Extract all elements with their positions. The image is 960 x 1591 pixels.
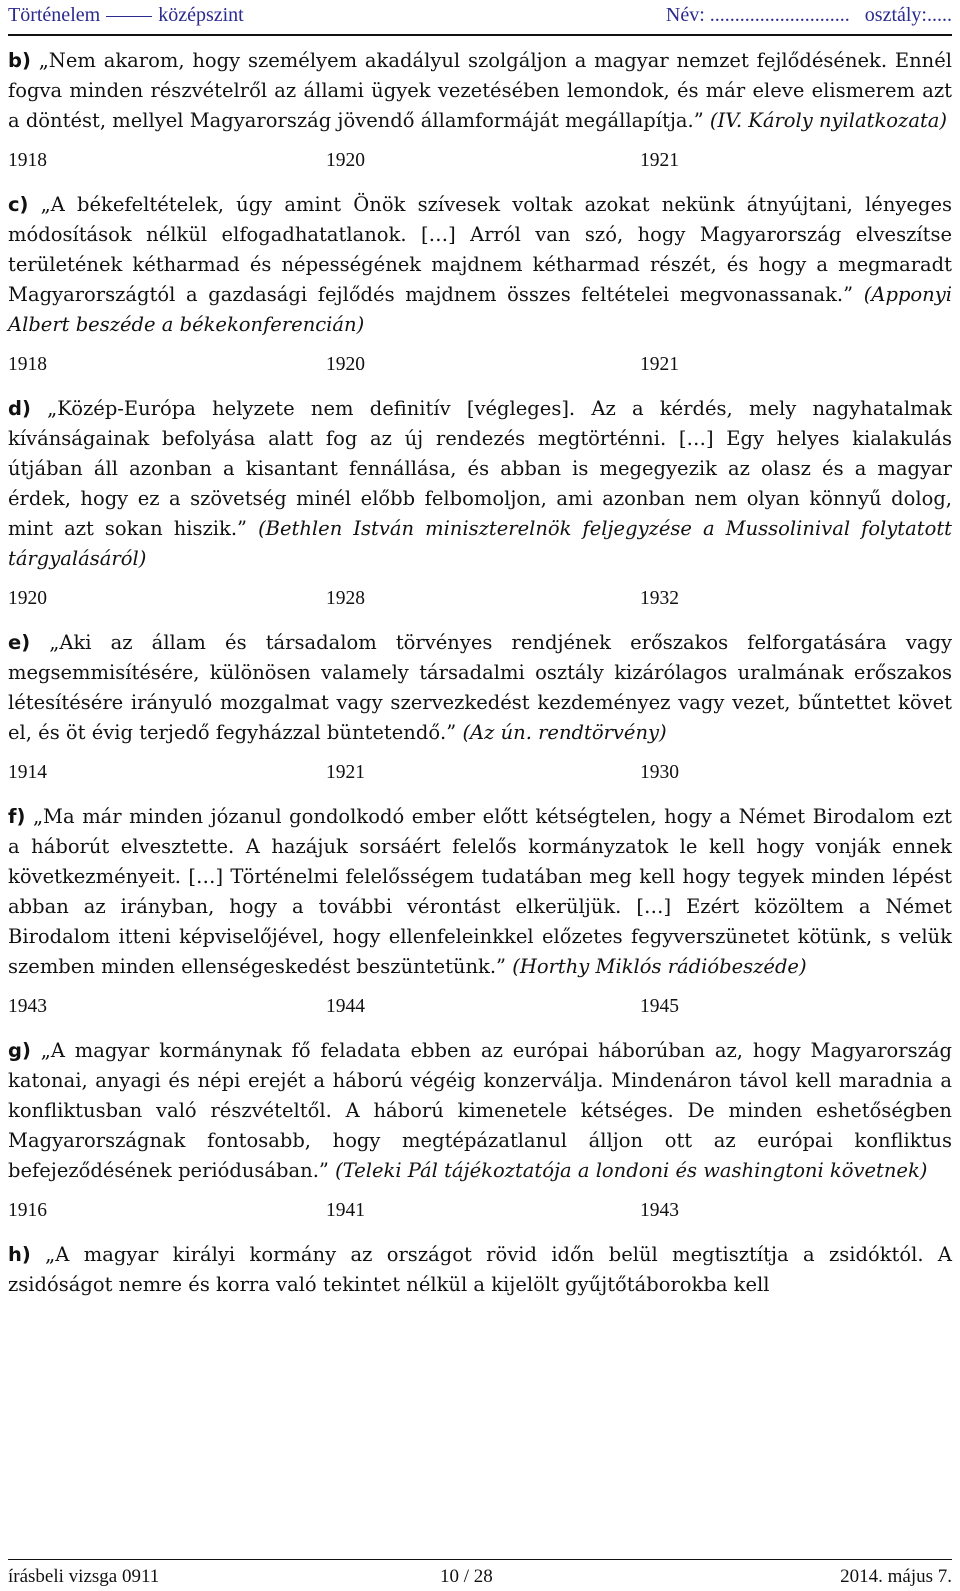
year-options: [8, 762, 952, 792]
header-fields: [666, 4, 952, 27]
year-option[interactable]: 1928: [326, 588, 365, 609]
year-option[interactable]: 1920: [326, 354, 365, 375]
question-label: c): [8, 193, 29, 216]
quote-source: (IV. Károly nyilatkozata): [709, 109, 948, 132]
year-option[interactable]: 1914: [8, 762, 47, 783]
quote-text: „Közép-Európa helyzete nem definitív [végleges]. Az a kérdés, mely nagyhatalmak kívánságainak befolyása alatt fog az új rendezés megtörténni. […] Egy helyes kialakulás útjában áll azonban a kisantant fennállása, és abban is megegyezik az olasz és a magyar érdek, hogy ez a szövetség minél előbb felbomoljon, ami azonban nem olyan könnyű dolog, mint azt sokan hiszik.”: [8, 397, 953, 540]
quote-text: „Ma már minden józanul gondolkodó ember előtt kétségtelen, hogy a Német Birodalom ezt a háborút elvesztette. A hazájuk sorsáért felelős kormányzatok le kell hogy vonják ennek következményeit. […] Történelmi felelősségem tudatában meg kell hogy tegyek minden lépést abban az irányban, hogy a további vérontást elkerüljük. […] Ezért közöltem a Német Birodalom itteni képviselőjével, hogy ellenfeleinkkel előzetes fegyverszünetet kötünk, s velük szemben minden ellenségeskedést beszüntetünk.”: [8, 805, 952, 978]
quote-source: (Apponyi Albert beszéde a békekonferencián): [8, 283, 952, 336]
year-option[interactable]: 1918: [8, 150, 47, 171]
quote-source: (Teleki Pál tájékoztatója a londoni és washingtoni követnek): [335, 1159, 928, 1182]
year-option[interactable]: 1918: [8, 354, 47, 375]
question-b: [8, 46, 952, 136]
question-label: g): [8, 1039, 31, 1062]
year-option[interactable]: 1921: [640, 354, 679, 375]
question-label: f): [8, 805, 26, 828]
year-options: [8, 150, 952, 180]
year-options: [8, 1200, 952, 1230]
footer-date: 2014. május 7.: [840, 1566, 952, 1587]
quote-text: „A magyar királyi kormány az országot rövid időn belül megtisztítja a zsidóktól. A zsidóságot nemre és korra való tekintet nélkül a kijelölt gyűjtőtáborokba kell: [8, 1243, 952, 1296]
question-e: [8, 628, 952, 748]
class-field: osztály:.....: [864, 4, 952, 26]
quote-text: „A békefeltételek, úgy amint Önök szívesek voltak azokat nekünk átnyújtani, lényeges módosítások nélkül elfogadhatatlanok. […] Arról van szó, hogy Magyarország elveszítse területének kétharmad és népességének majdnem kétharmad részét, és hogy a megmaradt Magyarországtól a gazdasági fejlődés majdnem összes feltételei megvonassanak.”: [8, 193, 952, 306]
quote-source: (Horthy Miklós rádióbeszéde): [512, 955, 807, 978]
year-options: [8, 588, 952, 618]
year-option[interactable]: 1944: [326, 996, 365, 1017]
quote-source: (Az ún. rendtörvény): [462, 721, 667, 744]
subject-label: Történelem: [8, 4, 101, 26]
question-f: [8, 802, 952, 982]
name-field: Név: ............................: [665, 4, 850, 26]
year-option[interactable]: 1943: [640, 1200, 679, 1221]
question-label: d): [8, 397, 31, 420]
quote-text: „Aki az állam és társadalom törvényes rendjének erőszakos felforgatására vagy megsemmisítésére, különösen valamely társadalmi osztály kizárólagos uralmának erőszakos létesítésére irányuló mozgalmat vagy szervezkedést kezdeményez vagy vezet, bűntettet követ el, és öt évig terjedő fegyházzal büntetendő.”: [8, 631, 952, 744]
question-label: b): [8, 49, 31, 72]
year-option[interactable]: 1916: [8, 1200, 47, 1221]
quote-text: „Nem akarom, hogy személyem akadályul szolgáljon a magyar nemzet fejlődésének. Ennél fogva minden részvételről az állami ügyek vezetésében lemondok, és már eleve elismerem azt a döntést, mellyel Magyarország jövendő államformáját megállapítja.”: [8, 49, 953, 132]
question-h: [8, 1240, 952, 1300]
question-label: e): [8, 631, 31, 654]
header-dash: [106, 16, 152, 17]
year-options: [8, 354, 952, 384]
footer-page-number: 10 / 28: [440, 1566, 493, 1587]
page-header: [8, 0, 952, 36]
quote-text: „A magyar kormánynak fő feladata ebben az európai háborúban az, hogy Magyarország katonai, anyagi és népi erejét a háború végéig konzerválja. Mindenáron távol kell maradnia a konfliktusban való részvételtől. A háború kimenetele kétséges. De minden eshetőségben Magyarországnak fontosabb, hogy megtépázatlanul álljon ott az európai konfliktus befejeződésének periódusában.”: [8, 1039, 952, 1182]
page-footer: [8, 1559, 952, 1590]
year-option[interactable]: 1941: [326, 1200, 365, 1221]
quote-source: (Bethlen István miniszterelnök feljegyzése a Mussolinival folytatott tárgyalásáról): [8, 517, 953, 570]
year-option[interactable]: 1920: [326, 150, 365, 171]
header-subject: [8, 4, 244, 27]
year-option[interactable]: 1921: [640, 150, 679, 171]
year-options: [8, 996, 952, 1026]
year-option[interactable]: 1932: [640, 588, 679, 609]
question-d: [8, 394, 952, 574]
questions: [8, 46, 952, 1300]
year-option[interactable]: 1921: [326, 762, 365, 783]
level-label: középszint: [158, 4, 244, 26]
footer-exam: írásbeli vizsga 0911: [8, 1566, 160, 1587]
question-c: [8, 190, 952, 340]
year-option[interactable]: 1945: [640, 996, 679, 1017]
year-option[interactable]: 1920: [8, 588, 47, 609]
year-option[interactable]: 1943: [8, 996, 47, 1017]
year-option[interactable]: 1930: [640, 762, 679, 783]
question-label: h): [8, 1243, 31, 1266]
question-g: [8, 1036, 952, 1186]
